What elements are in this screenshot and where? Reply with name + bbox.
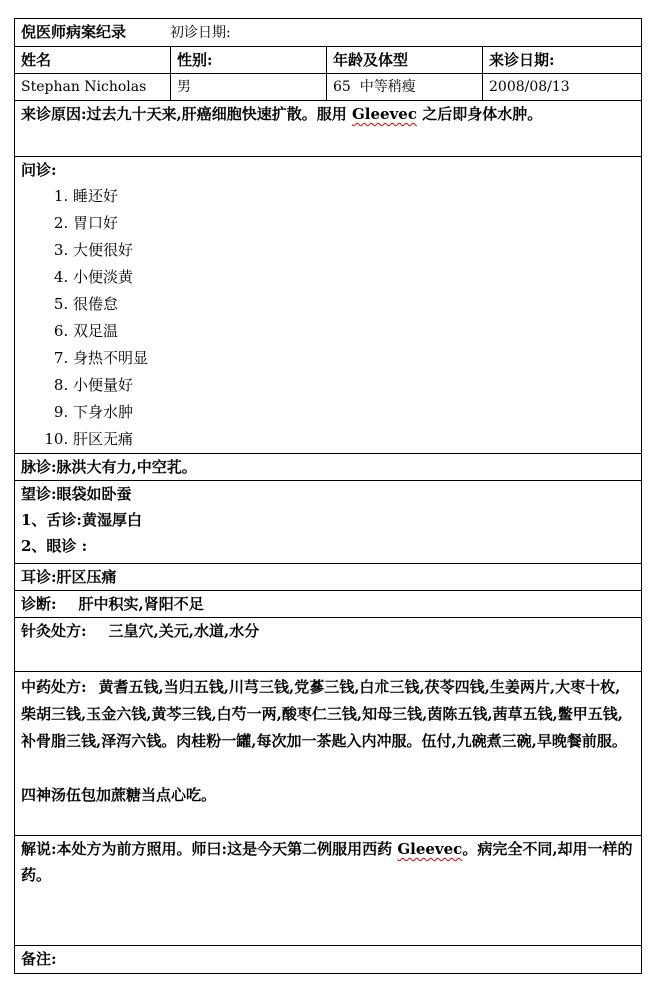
inquiry-item: 2. 胃口好 — [73, 210, 635, 237]
inquiry-cell — [15, 157, 642, 454]
inquiry-label: 问诊: — [21, 161, 57, 179]
name-value: Stephan Nicholas — [15, 74, 171, 101]
reason-drug: Gleevec — [351, 105, 417, 123]
diagnosis-cell — [15, 591, 642, 618]
inquiry-item: 3. 大便很好 — [73, 237, 635, 264]
inspection-cell — [15, 481, 642, 564]
reason-cell — [15, 101, 642, 157]
inquiry-row — [15, 157, 642, 454]
info-label-row — [15, 47, 642, 74]
gender-label: 性别: — [171, 47, 327, 74]
inspection-label: 望诊:眼袋如卧蚕 — [21, 485, 132, 503]
visit-date-label: 来诊日期: — [483, 47, 642, 74]
inquiry-item: 1. 睡还好 — [73, 183, 635, 210]
inquiry-item: 9. 下身水肿 — [73, 399, 635, 426]
acupuncture-row — [15, 618, 642, 672]
ear-row — [15, 564, 642, 591]
reason-after: 之后即身体水肿。 — [416, 105, 543, 123]
explanation-drug: Gleevec — [397, 840, 463, 858]
gender-value: 男 — [171, 74, 327, 101]
pulse-row — [15, 454, 642, 481]
ear-text: 耳诊:肝区压痛 — [15, 564, 642, 591]
acupuncture-cell — [15, 618, 642, 672]
age-value: 65 — [333, 79, 351, 95]
diagnosis-row — [15, 591, 642, 618]
age-body-label: 年龄及体型 — [327, 47, 483, 74]
body-value: 中等稍瘦 — [359, 79, 416, 95]
first-visit-label: 初诊日期: — [170, 25, 231, 41]
explanation-cell — [15, 836, 642, 946]
notes-label: 备注: — [15, 946, 642, 974]
acupuncture-text: 三皇穴,关元,水道,水分 — [108, 622, 260, 640]
reason-text: 来诊原因:过去九十天来,肝癌细胞快速扩散。服用 — [21, 105, 352, 123]
inquiry-item: 6. 双足温 — [73, 318, 635, 345]
herbal-snack: 四神汤伍包加蔗糖当点心吃。 — [21, 786, 217, 804]
explanation-row — [15, 836, 642, 946]
name-label: 姓名 — [15, 47, 171, 74]
explanation-text: 解说:本处方为前方照用。师曰:这是今天第二例服用西药 — [21, 840, 398, 858]
inquiry-list — [21, 183, 635, 453]
herbal-text: 黄耆五钱,当归五钱,川芎三钱,党蔘三钱,白朮三钱,茯苓四钱,生姜两片,大枣十枚,柴胡三钱,玉金六钱,黄芩三钱,白芍一两,酸枣仁三钱,知母三钱,茵陈五钱,茜草五钱,鳖甲五钱,补骨脂三钱,泽泻六钱。肉桂粉一罐,每次加一茶匙入内冲服。伍付,九碗煮三碗,早晚餐前服。 — [21, 678, 627, 750]
header-row — [15, 19, 642, 47]
herbal-label: 中药处方: — [21, 678, 87, 696]
inquiry-item: 7. 身热不明显 — [73, 345, 635, 372]
info-value-row — [15, 74, 642, 101]
diagnosis-text: 肝中积实,肾阳不足 — [78, 595, 204, 613]
tongue-inspection: 1、舌诊:黄湿厚白 — [21, 511, 142, 529]
explanation-after: 。病完全不同,却用一样的药。 — [21, 840, 633, 884]
pulse-text: 脉诊:脉洪大有力,中空芤。 — [15, 454, 642, 481]
case-record-sheet — [14, 18, 641, 976]
herbal-prescription — [21, 674, 635, 755]
herbal-row — [15, 672, 642, 836]
diagnosis-label: 诊断: — [21, 595, 57, 613]
herbal-cell — [15, 672, 642, 836]
eye-inspection: 2、眼诊 : — [21, 537, 88, 555]
inquiry-item: 8. 小便量好 — [73, 372, 635, 399]
visit-date-value: 2008/08/13 — [483, 74, 642, 101]
reason-row — [15, 101, 642, 157]
age-body-value — [327, 74, 483, 101]
case-record-table — [14, 18, 642, 974]
record-title: 倪医师病案纪录 — [21, 23, 127, 41]
inquiry-item: 5. 很倦怠 — [73, 291, 635, 318]
inquiry-item: 10. 肝区无痛 — [73, 426, 635, 453]
notes-row — [15, 946, 642, 974]
acupuncture-label: 针灸处方: — [21, 622, 87, 640]
inquiry-item: 4. 小便淡黄 — [73, 264, 635, 291]
inspection-row — [15, 481, 642, 564]
